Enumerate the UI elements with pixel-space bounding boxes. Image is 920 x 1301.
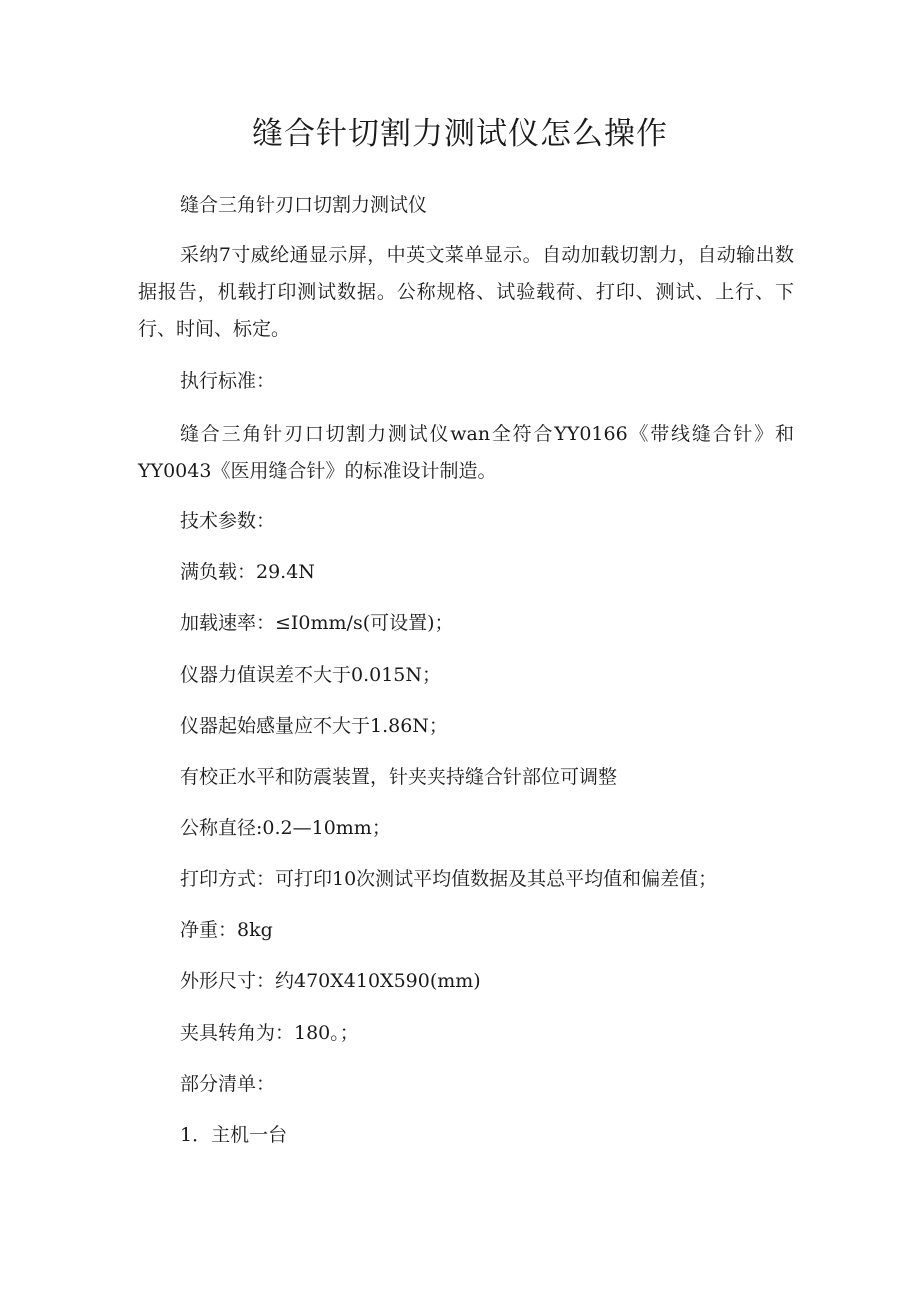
param-item-loading-rate: 加载速率：≤I0mm/s(可设置)； xyxy=(180,612,454,634)
params-heading: 技术参数： xyxy=(180,510,276,532)
param-item-dimensions: 外形尺寸：约470X410X590(mm) xyxy=(180,970,481,992)
param-item-print-mode: 打印方式：可打印10次测试平均值数据及其总平均值和偏差值； xyxy=(180,868,718,890)
document-title: 缝合针切割力测试仪怎么操作 xyxy=(252,116,668,152)
intro-paragraph: 采纳7寸威纶通显示屏，中英文菜单显示。自动加载切割力，自动输出数据报告，机载打印测试数据。公称规格、试验载荷、打印、测试、上行、下行、时间、标定。 xyxy=(138,244,794,340)
param-item-force-error: 仪器力值误差不大于0.015N； xyxy=(180,664,442,686)
product-name: 缝合三角针刃口切割力测试仪 xyxy=(180,194,428,216)
param-item-net-weight: 净重：8kg xyxy=(180,919,273,941)
param-item-fixture-angle: 夹具转角为：180。； xyxy=(180,1022,359,1044)
list-heading: 部分清单： xyxy=(180,1073,276,1095)
param-item-sensitivity: 仪器起始感量应不大于1.86N； xyxy=(180,715,448,737)
standard-heading: 执行标准： xyxy=(180,370,276,392)
standard-paragraph: 缝合三角针刃口切割力测试仪wan全符合YY0166《带线缝合针》和YY0043《医用缝合针》的标准设计制造。 xyxy=(138,423,794,482)
param-item-leveling: 有校正水平和防震装置，针夹夹持缝合针部位可调整 xyxy=(180,766,618,788)
param-item-full-load: 满负载：29.4N xyxy=(180,561,315,583)
list-item-main-unit: 1．主机一台 xyxy=(180,1124,288,1146)
param-item-diameter: 公称直径:0.2—10mm； xyxy=(180,817,391,839)
